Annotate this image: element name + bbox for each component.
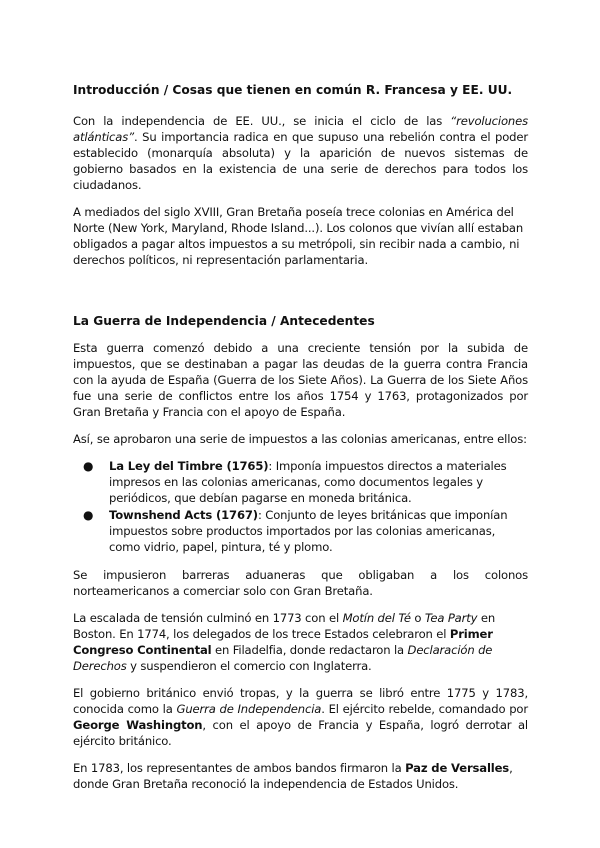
bold-term: Primer Congreso Continental bbox=[73, 627, 493, 657]
intro-paragraph-2: A mediados del siglo XVIII, Gran Bretaña poseía trece colonias en América del Norte (New York, Maryland, Rhode Island...). Los colonos que vivían allí estaban obligados a pagar altos impuestos a su metrópoli, sin recibir nada a cambio, ni derechos políticos, ni representación parlamentaria. bbox=[73, 205, 524, 267]
guerra-paragraph-4 bbox=[73, 610, 528, 674]
italic-term: Tea Party bbox=[424, 611, 478, 625]
list-item-text: : Conjunto de leyes británicas que imponían impuestos sobre productos importados por las colonias americanas, como vidrio, papel, pintura, té y plomo. bbox=[109, 508, 508, 554]
guerra-paragraph-6 bbox=[73, 760, 528, 792]
list-item bbox=[83, 507, 528, 555]
intro-heading: Introducción / Cosas que tienen en común R. Francesa y EE. UU. bbox=[73, 83, 513, 97]
bold-term: George Washington bbox=[73, 718, 203, 732]
bold-term: Paz de Versalles bbox=[405, 761, 510, 775]
italic-term: “revoluciones atlánticas” bbox=[73, 114, 528, 144]
text-run: En 1783, los representantes de ambos bandos firmaron la bbox=[73, 761, 406, 775]
list-item bbox=[83, 458, 528, 506]
list-item-text: : Imponía impuestos directos a materiales impresos en las colonias americanas, como documentos legales y periódicos, que debían pagarse en moneda británica. bbox=[109, 459, 507, 505]
text-run: o bbox=[410, 611, 425, 625]
text-run: en Filadelfia, donde redactaron la bbox=[211, 643, 408, 657]
guerra-paragraph-1: Esta guerra comenzó debido a una creciente tensión por la subida de impuestos, que se destinaban a pagar las deudas de la guerra contra Francia con la ayuda de España (Guerra de los Siete Años). La Guerra de los Siete Años fue una serie de conflictos entre los años 1754 y 1763, protagonizados por Gran Bretaña y Francia con el apoyo de España. bbox=[73, 341, 528, 419]
text-run: , donde Gran Bretaña reconoció la independencia de Estados Unidos. bbox=[73, 761, 513, 791]
bullet-icon: ● bbox=[83, 508, 94, 522]
text-run: . El ejército rebelde, comandado por bbox=[321, 702, 528, 716]
text-run: en Boston. En 1774, los delegados de los trece Estados celebraron el bbox=[73, 611, 496, 641]
list-item-title: Townshend Acts (1767) bbox=[109, 508, 258, 522]
text-run: La escalada de tensión culminó en 1773 con el bbox=[73, 611, 343, 625]
guerra-paragraph-2: Así, se aprobaron una serie de impuestos a las colonias americanas, entre ellos: bbox=[73, 432, 527, 446]
text-run: y suspendieron el comercio con Inglaterra. bbox=[126, 659, 372, 673]
italic-term: Declaración de Derechos bbox=[73, 643, 493, 673]
guerra-heading: La Guerra de Independencia / Antecedentes bbox=[73, 314, 375, 328]
italic-term: Guerra de Independencia bbox=[176, 702, 322, 716]
text-run: . Su importancia radica en que supuso una rebelión contra el poder establecido (monarquía absoluta) y la aparición de nuevos sistemas de gobierno basados en la existencia de una serie de derechos para todos los ciudadanos. bbox=[73, 130, 528, 192]
text-run: El gobierno británico envió tropas, y la guerra se libró entre 1775 y 1783, conocida como la bbox=[73, 686, 528, 716]
tax-list bbox=[73, 458, 528, 555]
bullet-icon: ● bbox=[83, 459, 94, 473]
text-run: , con el apoyo de Francia y España, logró derrotar al ejército británico. bbox=[73, 718, 529, 748]
text-run: Con la independencia de EE. UU., se inicia el ciclo de las bbox=[73, 114, 451, 128]
guerra-paragraph-5 bbox=[73, 685, 528, 749]
list-item-title: La Ley del Timbre (1765) bbox=[109, 459, 269, 473]
intro-paragraph-1 bbox=[73, 113, 528, 193]
guerra-paragraph-3: Se impusieron barreras aduaneras que obligaban a los colonos norteamericanos a comerciar solo con Gran Bretaña. bbox=[73, 568, 528, 598]
italic-term: Motín del Té bbox=[342, 611, 411, 625]
